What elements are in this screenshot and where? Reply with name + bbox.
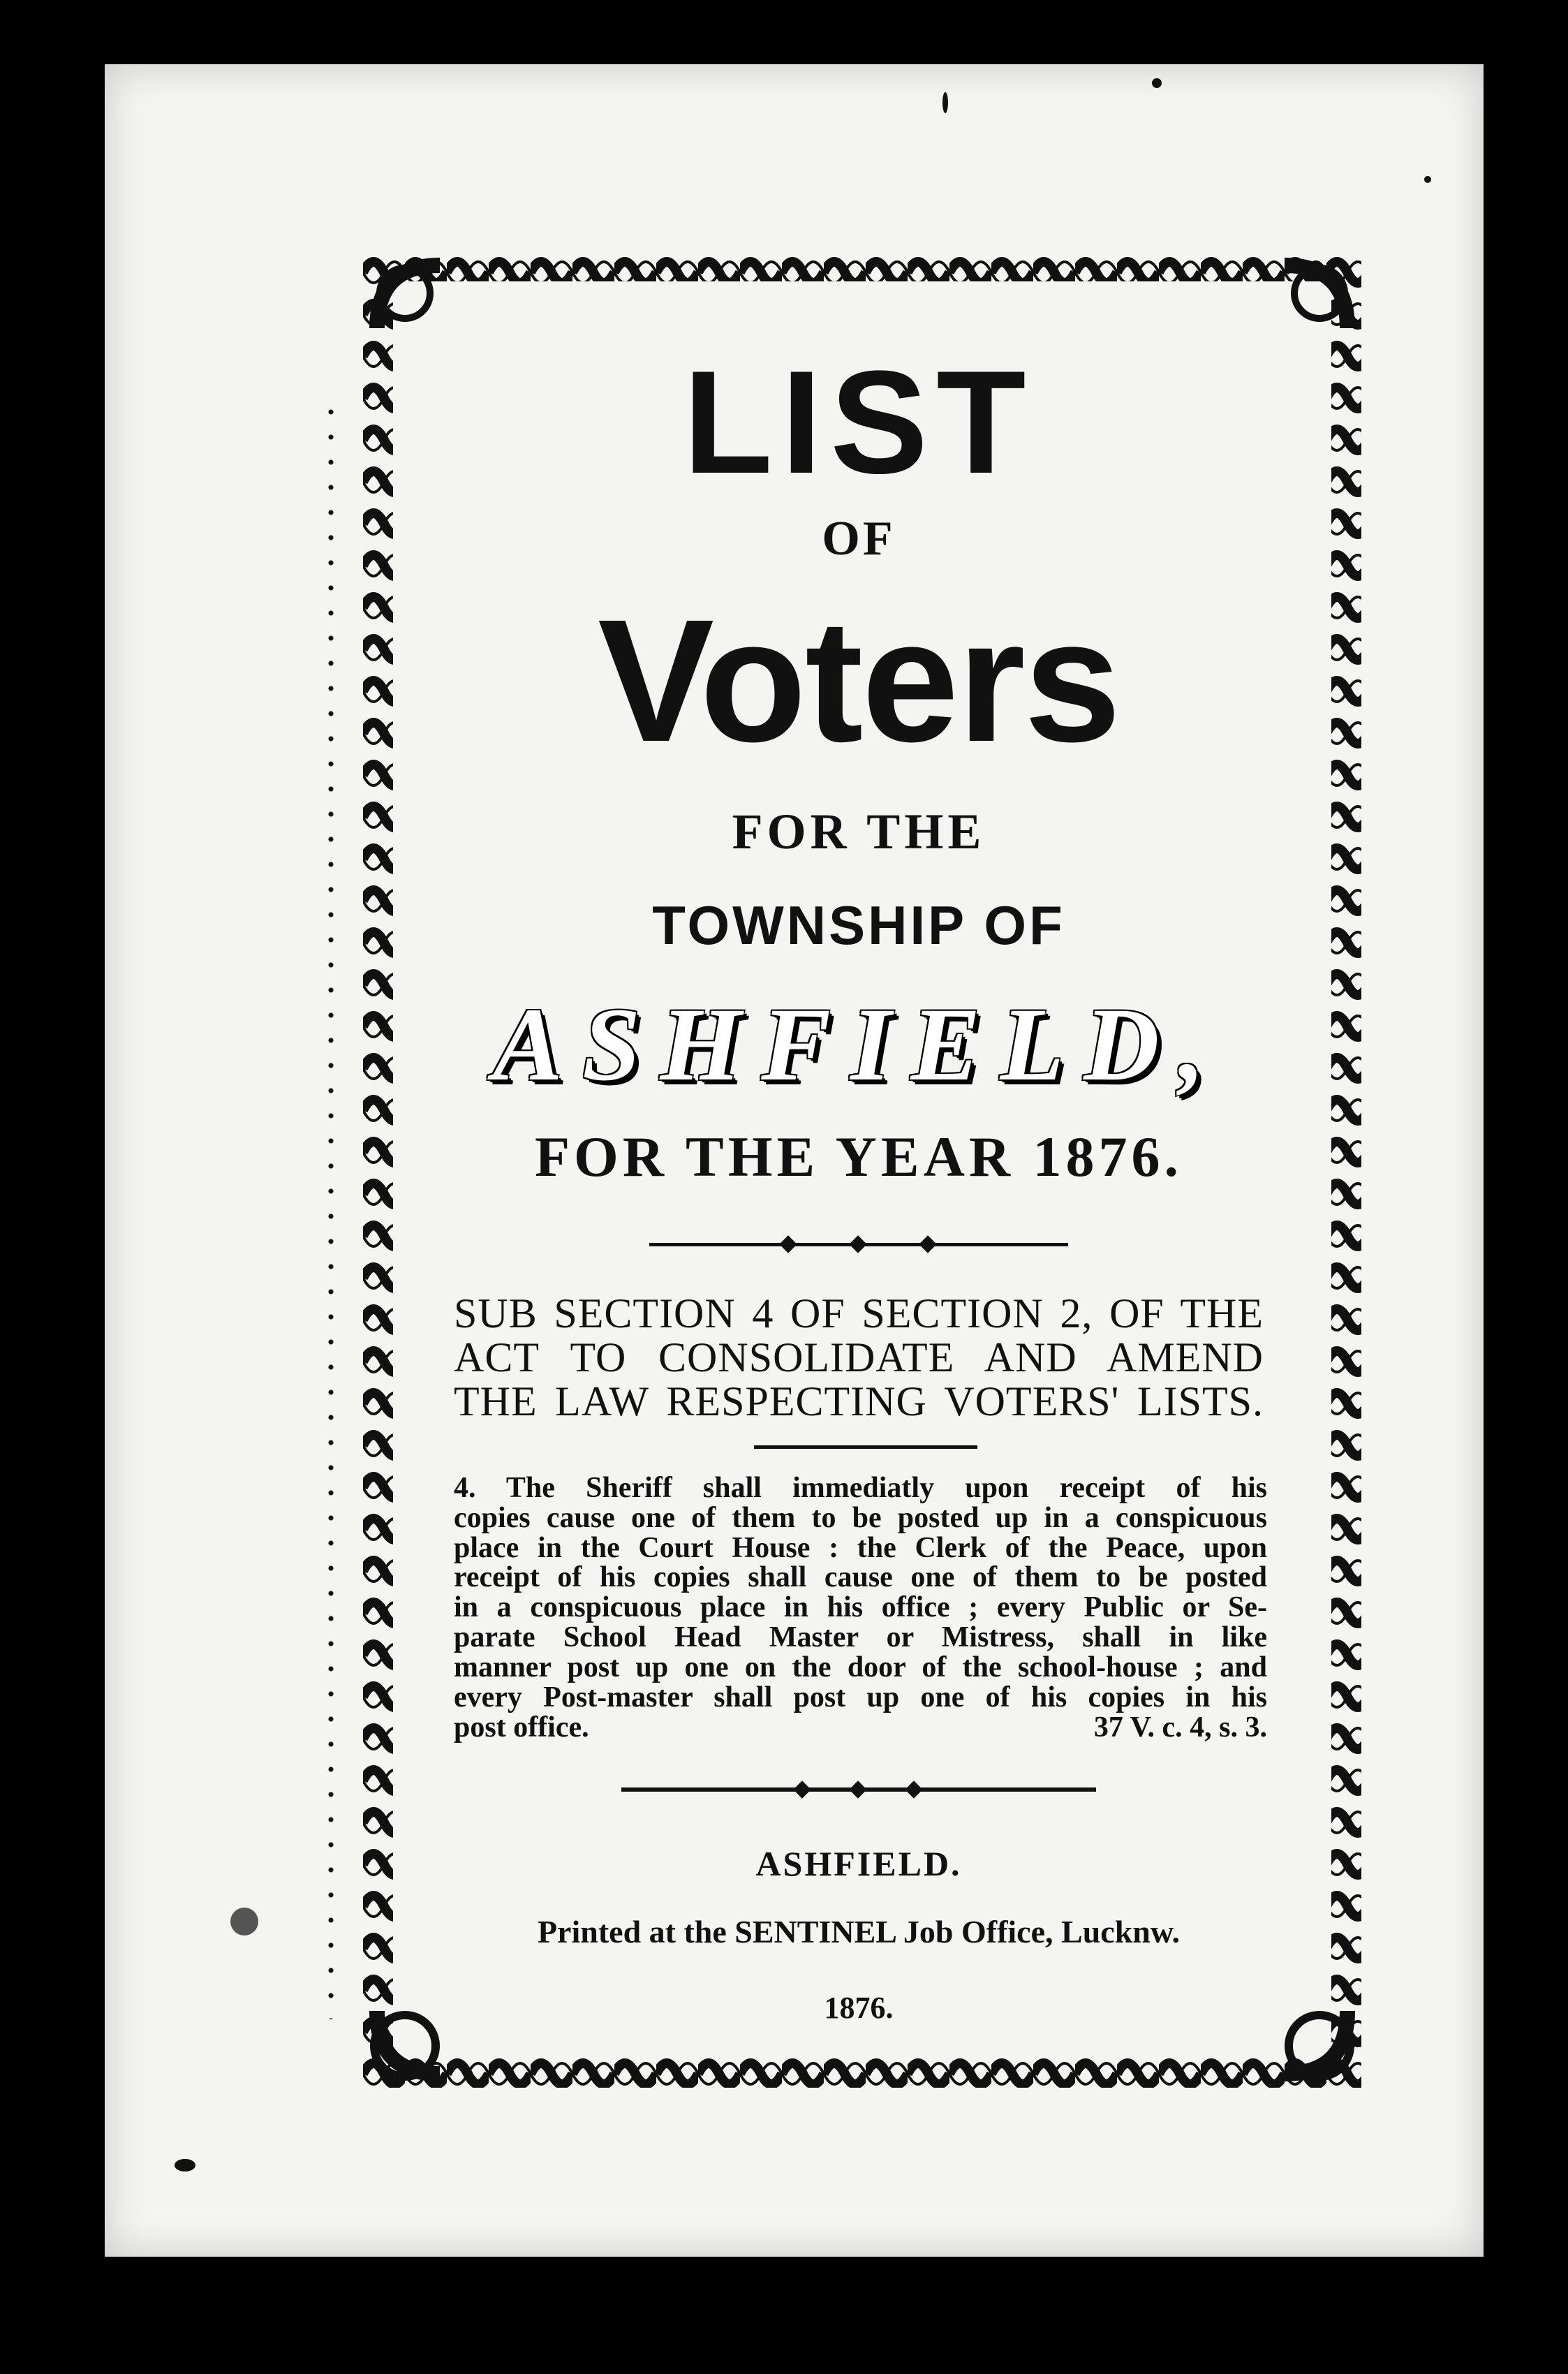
title-of: OF xyxy=(822,512,896,566)
statute-line: in a conspicuous place in his office ; every Public or Se- xyxy=(454,1591,1267,1624)
statute-line: manner post up one on the door of the school-house ; and xyxy=(454,1651,1267,1683)
ink-speck xyxy=(1424,176,1431,183)
ink-speck xyxy=(175,2159,195,2172)
statute-line: parate School Head Master or Mistress, shall in like xyxy=(454,1621,1267,1654)
year-line: FOR THE YEAR 1876. xyxy=(534,1125,1183,1188)
title-township-of: TOWNSHIP OF xyxy=(652,894,1065,956)
township-name: ASHFIELD, xyxy=(492,987,1225,1103)
statute-line: post office. xyxy=(454,1711,589,1743)
imprint-year: 1876. xyxy=(824,1991,894,2025)
statute-line: 4. The Sheriff shall immediatly upon receipt of his xyxy=(454,1472,1267,1504)
subsection-heading-line: SUB SECTION 4 OF SECTION 2, OF THE xyxy=(454,1290,1264,1336)
ornament-diamond xyxy=(919,1235,936,1253)
imprint-place: ASHFIELD. xyxy=(755,1844,962,1883)
title-for-the: FOR THE xyxy=(732,804,986,860)
ink-speck xyxy=(230,1908,258,1936)
imprint-printer: Printed at the SENTINEL Job Office, Lucknw. xyxy=(537,1914,1181,1949)
ornament-diamond xyxy=(779,1235,797,1253)
statute-paragraph xyxy=(454,1473,1267,1742)
stitching-holes xyxy=(328,399,334,2019)
title-voters: Voters xyxy=(598,583,1120,778)
statute-citation: 37 V. c. 4, s. 3. xyxy=(1093,1711,1267,1743)
subsection-heading-line: ACT TO CONSOLIDATE AND AMEND xyxy=(454,1334,1264,1380)
subsection-heading-line: THE LAW RESPECTING VOTERS' LISTS. xyxy=(454,1378,1264,1424)
statute-line: receipt of his copies shall cause one of them to be posted xyxy=(454,1561,1267,1594)
statute-line: place in the Court House : the Clerk of the Peace, upon xyxy=(454,1531,1267,1564)
ink-speck xyxy=(942,92,948,113)
statute-line: copies cause one of them to be posted up in a conspicuous xyxy=(454,1501,1267,1534)
statute-last-line xyxy=(454,1713,1267,1743)
statute-line: every Post-master shall post up one of his copies in his xyxy=(454,1681,1267,1713)
ornament-diamond xyxy=(849,1780,866,1798)
ink-speck xyxy=(1152,78,1162,88)
ornament-diamond xyxy=(793,1780,811,1798)
title-page-content xyxy=(440,328,1278,2025)
title-list: LIST xyxy=(683,340,1035,504)
ornament-diamond xyxy=(849,1235,866,1253)
ornament-diamond xyxy=(905,1780,922,1798)
section-divider xyxy=(754,1445,977,1449)
subsection-heading xyxy=(454,1292,1264,1424)
